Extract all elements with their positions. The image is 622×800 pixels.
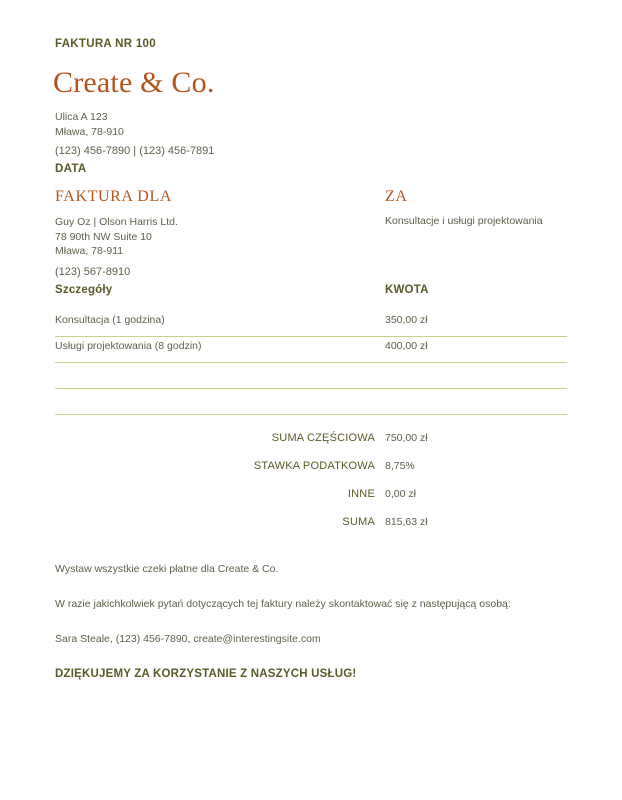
totals-block bbox=[180, 432, 580, 544]
bill-to-heading: FAKTURA DLA bbox=[55, 188, 172, 205]
total-label: SUMA bbox=[342, 516, 375, 528]
for-description: Konsultacje i usługi projektowania bbox=[385, 215, 543, 227]
column-header-amount: KWOTA bbox=[385, 284, 429, 296]
thank-you-note: DZIĘKUJEMY ZA KORZYSTANIE Z NASZYCH USŁUG! bbox=[55, 668, 357, 680]
contact-note: Sara Steale, (123) 456-7890, create@interestingsite.com bbox=[55, 633, 321, 645]
total-value: 815,63 zł bbox=[385, 516, 428, 528]
item-description: Konsultacja (1 godzina) bbox=[55, 314, 165, 326]
subtotal-label: SUMA CZĘŚCIOWA bbox=[271, 432, 375, 444]
for-heading: ZA bbox=[385, 188, 408, 205]
bill-to-street: 78 90th NW Suite 10 bbox=[55, 230, 152, 243]
for-block bbox=[385, 188, 605, 229]
payable-note: Wystaw wszystkie czeki płatne dla Create & Co. bbox=[55, 563, 279, 575]
tax-rate-label: STAWKA PODATKOWA bbox=[253, 460, 375, 472]
sender-street: Ulica A 123 bbox=[55, 111, 108, 123]
other-value: 0,00 zł bbox=[385, 488, 416, 500]
table-row bbox=[55, 337, 567, 363]
bill-to-block bbox=[55, 188, 355, 278]
bill-to-body bbox=[55, 215, 355, 259]
column-header-description: Szczegóły bbox=[55, 284, 113, 296]
table-row bbox=[55, 363, 567, 389]
date-label: DATA bbox=[55, 163, 87, 175]
bill-to-name: Guy Oz | Olson Harris Ltd. bbox=[55, 216, 178, 228]
totals-row-tax-rate bbox=[180, 460, 580, 488]
table-row bbox=[55, 311, 567, 337]
totals-row-total bbox=[180, 516, 580, 544]
sender-phones: (123) 456-7890 | (123) 456-7891 bbox=[55, 145, 215, 157]
sender-address-block bbox=[55, 110, 214, 159]
questions-note: W razie jakichkolwiek pytań dotyczących tej faktury należy skontaktować się z następującą osobą: bbox=[55, 598, 511, 610]
company-logo-wordmark: Create & Co. bbox=[53, 66, 215, 99]
totals-row-other bbox=[180, 488, 580, 516]
subtotal-value: 750,00 zł bbox=[385, 432, 428, 444]
tax-rate-value: 8,75% bbox=[385, 460, 415, 472]
totals-row-subtotal bbox=[180, 432, 580, 460]
other-label: INNE bbox=[347, 488, 375, 500]
bill-to-city: Mława, 78-911 bbox=[55, 245, 124, 257]
item-description: Usługi projektowania (8 godzin) bbox=[55, 340, 202, 352]
item-amount: 400,00 zł bbox=[385, 340, 428, 352]
line-items-table bbox=[55, 284, 567, 415]
footer-notes bbox=[55, 562, 585, 702]
sender-city: Mława, 78-910 bbox=[55, 125, 124, 138]
table-row bbox=[55, 389, 567, 415]
table-header-row bbox=[55, 284, 567, 311]
invoice-number-title: FAKTURA NR 100 bbox=[55, 38, 156, 50]
bill-to-phone: (123) 567-8910 bbox=[55, 265, 131, 278]
item-amount: 350,00 zł bbox=[385, 314, 428, 326]
